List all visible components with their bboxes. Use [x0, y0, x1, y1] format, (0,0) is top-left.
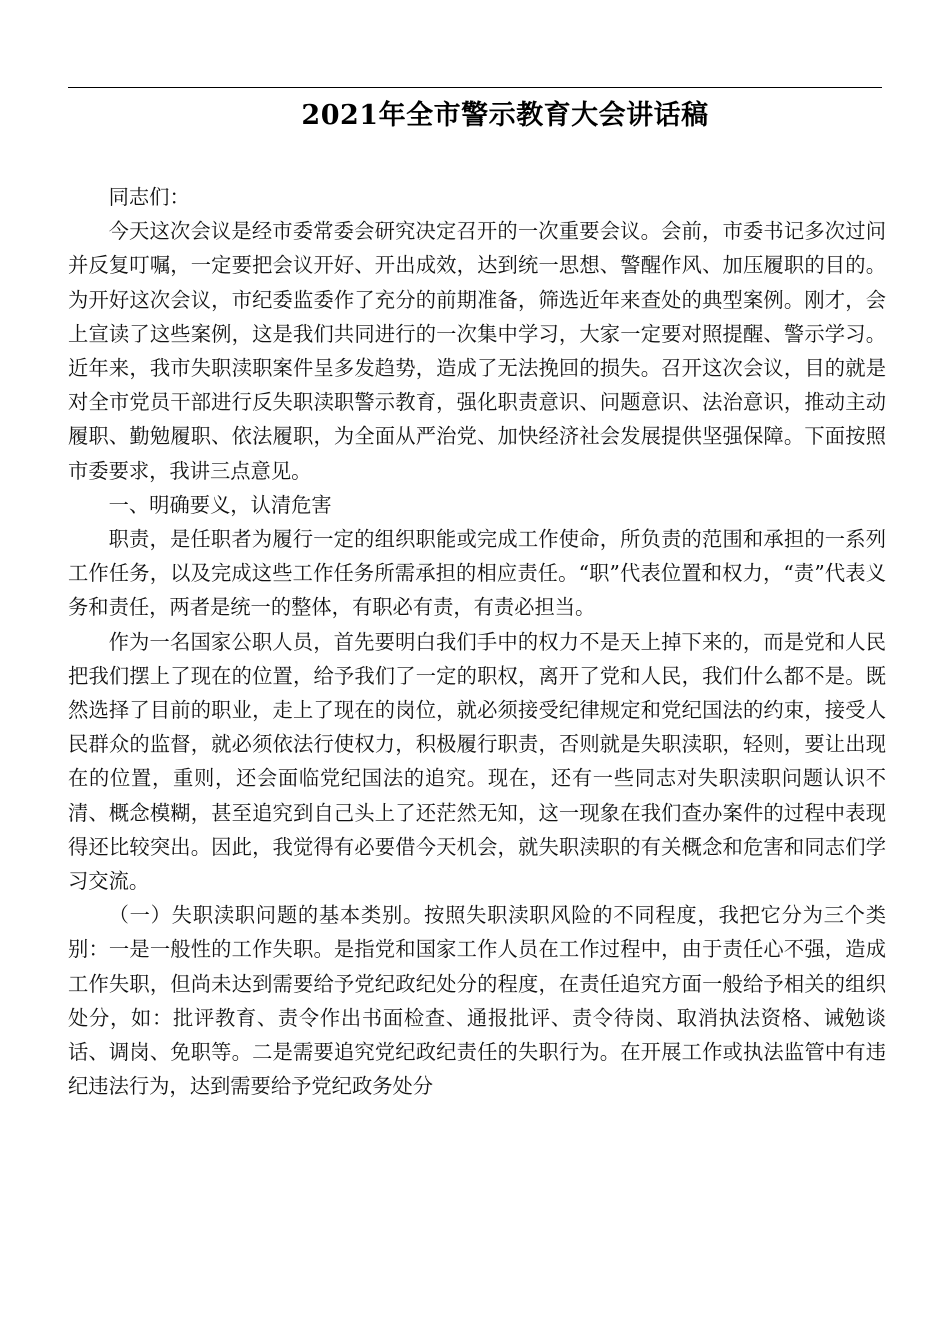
section-heading: 一、明确要义，认清危害: [108, 492, 332, 517]
document-body: [68, 180, 886, 1103]
salutation-paragraph: 同志们：: [108, 185, 190, 209]
body-paragraph: （一）失职渎职问题的基本类别。按照失职渎职风险的不同程度，我把它分为三个类别：一是一般性的工作失职。是指党和国家工作人员在工作过程中，由于责任心不强，造成工作失职，但尚未达到需要给予党纪政纪处分的程度，在责任追究方面一般给予相关的组织处分，如：批评教育、责令作出书面检查、通报批评、责令待岗、取消执法资格、诫勉谈话、调岗、免职等。二是需要追究党纪政纪责任的失职行为。在开展工作或执法监管中有违纪违法行为，达到需要给予党纪政务处分: [68, 903, 886, 1099]
header-rule: [68, 87, 882, 88]
document-title: 2021年全市警示教育大会讲话稿: [301, 100, 709, 131]
body-paragraph: 作为一名国家公职人员，首先要明白我们手中的权力不是天上掉下来的，而是党和人民把我们摆上了现在的位置，给予我们了一定的职权，离开了党和人民，我们什么都不是。既然选择了目前的职业，走上了现在的岗位，就必须接受纪律规定和党纪国法的约束，接受人民群众的监督，就必须依法行使权力，积极履行职责，否则就是失职渎职，轻则，要让出现在的位置，重则，还会面临党纪国法的追究。现在，还有一些同志对失职渎职问题认识不清、概念模糊，甚至追究到自己头上了还茫然无知，这一现象在我们查办案件的过程中表现得还比较突出。因此，我觉得有必要借今天机会，就失职渎职的有关概念和危害和同志们学习交流。: [68, 629, 886, 894]
body-paragraph: 职责，是任职者为履行一定的组织职能或完成工作使命，所负责的范围和承担的一系列工作任务，以及完成这些工作任务所需承担的相应责任。“职”代表位置和权力，“责”代表义务和责任，两者是统一的整体，有职必有责，有责必担当。: [68, 527, 886, 620]
intro-paragraph: 今天这次会议是经市委常委会研究决定召开的一次重要会议。会前，市委书记多次过问并反复叮嘱，一定要把会议开好、开出成效，达到统一思想、警醒作风、加压履职的目的。为开好这次会议，市纪委监委作了充分的前期准备，筛选近年来查处的典型案例。刚才，会上宣读了这些案例，这是我们共同进行的一次集中学习，大家一定要对照提醒、警示学习。近年来，我市失职渎职案件呈多发趋势，造成了无法挽回的损失。召开这次会议，目的就是对全市党员干部进行反失职渎职警示教育，强化职责意识、问题意识、法治意识，推动主动履职、勤勉履职、依法履职，为全面从严治党、加快经济社会发展提供坚强保障。下面按照市委要求，我讲三点意见。: [68, 219, 886, 483]
